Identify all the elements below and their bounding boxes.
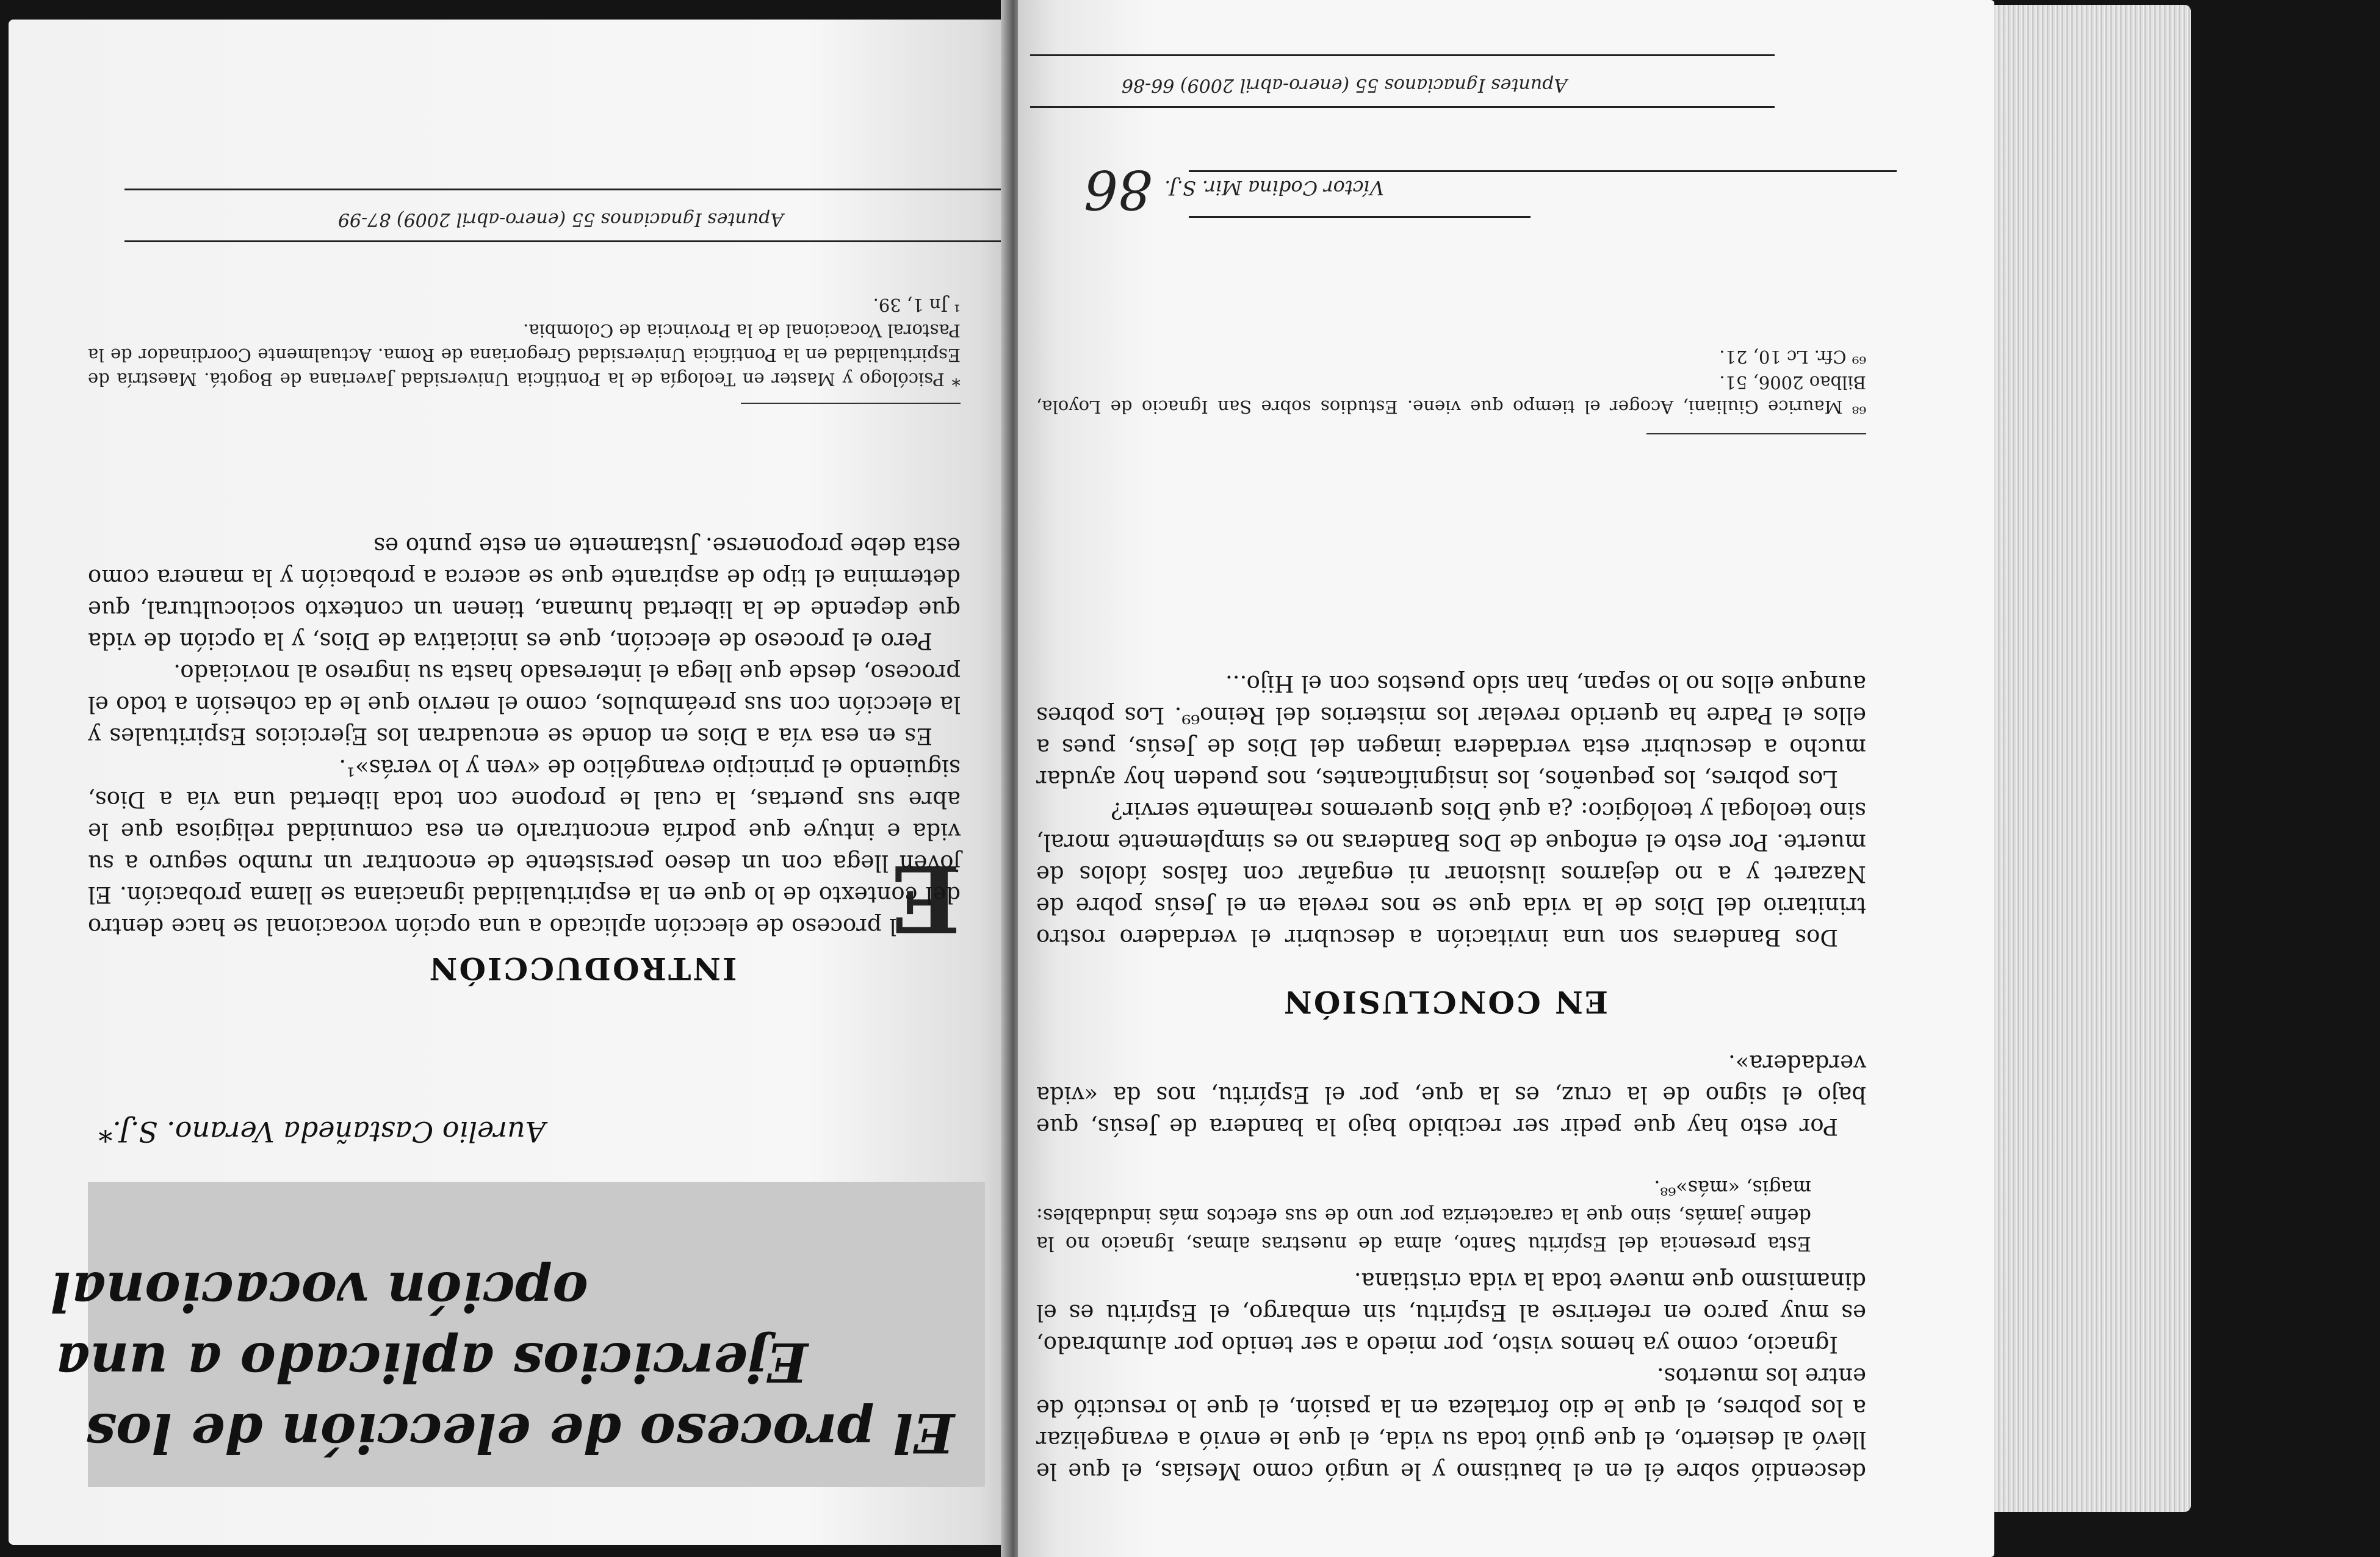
right-footnotes: [1036, 343, 1866, 419]
left-page: [9, 20, 1009, 1545]
right-paragraph-5: Los pobres, los pequeños, los insignificantes, nos pueden hoy ayudar mucho a descubrir esta verdadera imagen del Dios de Jesús, pues a ellos el Padre ha querido revelar los misterios del Reino⁶⁹. Los pobres aunque ellos no lo sepan, han sido puestos con el Hijo...: [1036, 671, 1866, 792]
right-page: [1018, 0, 1994, 1557]
left-page-content: [9, 20, 1009, 1545]
author-running-head: Víctor Codina Mir. S.J.: [1164, 176, 1384, 200]
page-number: 86: [1084, 158, 1152, 221]
section-heading-conclusion: EN CONCLUSIÓN: [1282, 984, 1608, 1020]
right-paragraph-4: Dos Banderas son una invitación a descubrir el verdadero rostro trinitario del Dios de la vida que se nos revela en el Jesús pobre de Nazaret y a no dejarnos ilusionar ni engañar con falsos ídolos de muerte. Por esto el enfoque de Dos Banderas no es simplemente moral, sino teologal y teológico: ¿a qué Dios queremos realmente servir?: [1036, 797, 1866, 951]
header-rule-top: [1030, 106, 1775, 108]
running-head: Apuntes Ignacianos 55 (enero-abril 2009) 87-99: [337, 209, 784, 230]
header-rule-bottom: [1030, 54, 1775, 56]
title-line-1: El proceso de elección de los: [85, 1401, 954, 1465]
right-paragraph-3: Por esto hay que pedir ser recibido bajo la bandera de Jesús, que bajo el signo de la cruz, es la que, por el Espíritu, nos da «vida verdadera».: [1036, 1050, 1866, 1140]
top-rule: [1189, 170, 1897, 172]
right-page-content: [1018, 0, 1994, 1557]
right-paragraph-1: descendió sobre él en el bautismo y le ungió como Mesías, el que le llevó al desierto, el que guió toda su vida, el que le envió a evangelizar a los pobres, el que le dio fortaleza en la pasión, el que lo resucitó de entre los muertos.: [1036, 1363, 1866, 1484]
left-footnotes: [88, 292, 961, 392]
right-body-middle: [1036, 1047, 1866, 1142]
right-footnote-rule: [1646, 433, 1866, 434]
title-line-3: opción vocacional: [50, 1260, 588, 1323]
page-edges: [1971, 5, 2191, 1512]
right-paragraph-2: Ignacio, como ya hemos visto, por miedo a ser tenido por alumbrado, es muy parco en referirse al Espíritu, sin embargo, el Espíritu es el dinamismo que mueve toda la vida cristiana.: [1036, 1268, 1866, 1357]
drop-cap: E: [890, 844, 961, 952]
top-rule-short: [1189, 216, 1531, 218]
footnote-68: ⁶⁸ Maurice Giuliani, Acoger el tiempo que viene. Estudios sobre San Ignacio de Loyola, Bilbao 2006, 51.: [1036, 372, 1866, 417]
header-rule-bottom: [124, 189, 1009, 190]
article-title: [50, 1256, 954, 1469]
footnote-rule: [741, 403, 961, 404]
author-byline: Aurelio Castañeda Verano. S.J.*: [98, 1115, 546, 1148]
title-line-2: Ejercicios aplicado a una: [55, 1331, 808, 1394]
right-quote: Esta presencia del Espíritu Santo, alma de nuestras almas, Ignacio no la define jamás, sino que la caracteriza por uno de sus efectos más indudables: magis, «más»⁶⁸.: [1036, 1176, 1811, 1256]
section-heading-introduccion: INTRODUCCIÓN: [427, 951, 737, 987]
left-paragraph-3: Pero el proceso de elección, que es iniciativa de Dios, y la opción de vida que depende de la libertad humana, tienen un contexto sociocultural, que determina el tipo de aspirante que se acerca a probación y la manera como esta debe proponerse. Justamente en este punto es: [88, 533, 961, 654]
header-rule-top: [124, 240, 1009, 242]
footnote-author: * Psicólogo y Master en Teología de la Pontificia Universidad Javeriana de Bogotá. Maestría de Espiritualidad en la Pontificia Universidad Gregoriana de Roma. Actualmente Coordinador de la Pastoral Vocacional de la Provincia de Colombia.: [88, 320, 961, 390]
footnote-1: ¹ Jn 1, 39.: [873, 295, 961, 315]
left-paragraph-1: l proceso de elección aplicado a una opción vocacional se hace dentro del contexto de lo que en la espiritualidad ignaciana se llama probación. El joven llega con un deseo persistente de encontrar un rumbo seguro a su vida e intuye que podría encontrarlo en esa comunidad religiosa que le abre sus puertas, la cual le propone con toda libertad una vía a Dios, siguiendo el principio evangélico de «ven y lo verás»¹.: [88, 755, 961, 940]
right-body-top: [1036, 1265, 1866, 1487]
running-head: Apuntes Ignacianos 55 (enero-abril 2009) 66-86: [1121, 74, 1567, 96]
footnote-69: ⁶⁹ Cfr. Lc 10, 21.: [1719, 347, 1866, 367]
right-body-conclusion: [1036, 667, 1866, 953]
left-body: [88, 530, 961, 952]
left-paragraph-2: Es en esa vía a Dios en donde se encuadran los Ejercicios Espirituales y la elección con sus preámbulos, como el nervio que le da cohesión a todo el proceso, desde que llega el interesado hasta su ingreso al noviciado.: [88, 660, 961, 749]
